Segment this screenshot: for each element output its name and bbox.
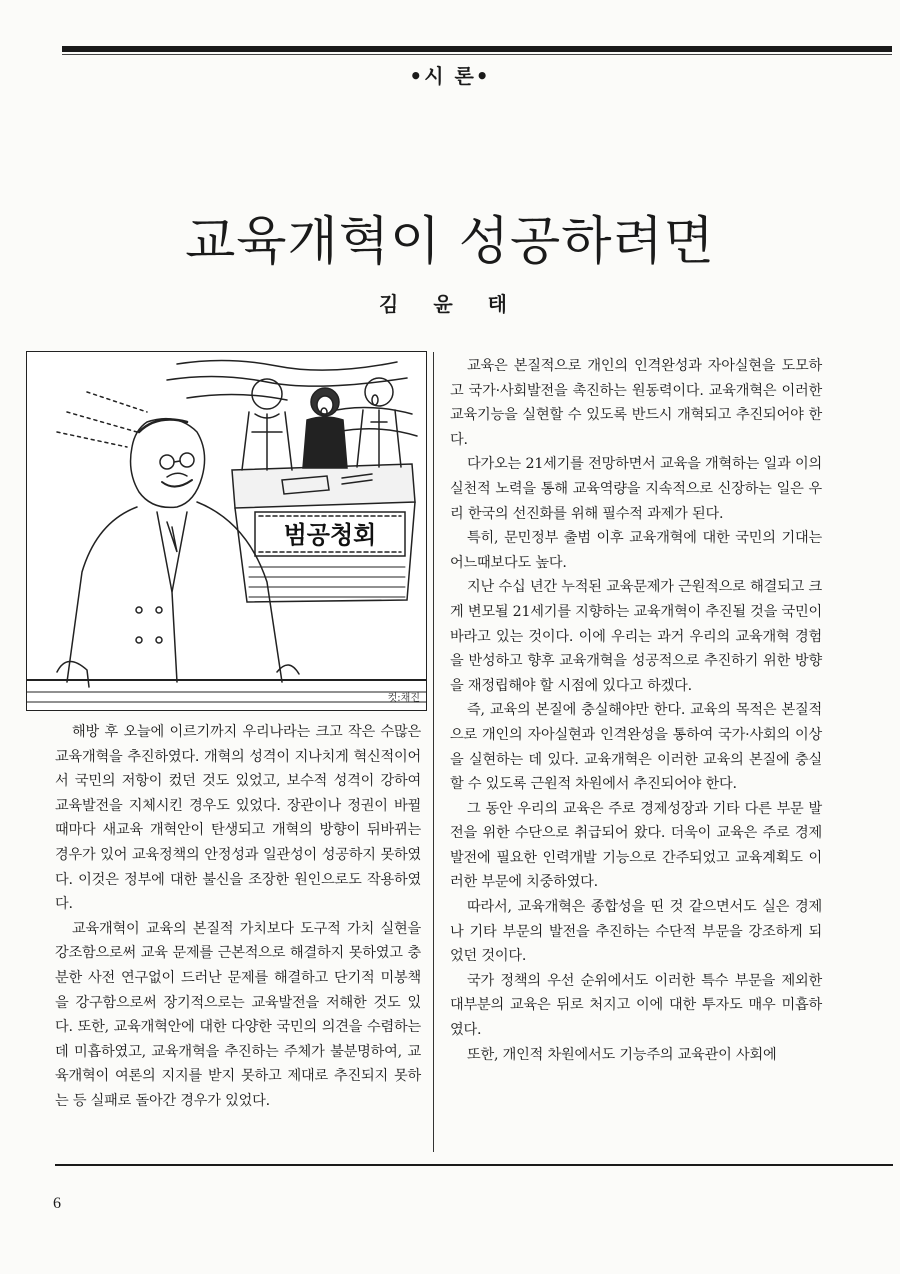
paragraph: 국가 정책의 우선 순위에서도 이러한 특수 부문을 제외한 대부분의 교육은 뒤로 처지고 이에 대한 투자도 매우 미흡하였다.: [450, 972, 822, 1039]
paragraph: 또한, 개인적 차원에서도 기능주의 교육관이 사회에: [467, 1046, 777, 1063]
page-number: 6: [53, 1195, 61, 1212]
paragraph: 해방 후 오늘에 이르기까지 우리나라는 크고 작은 수많은 교육개혁을 추진하였다. 개혁의 성격이 지나치게 혁신적이어서 국민의 저항이 컸던 것도 있었고, 보수적 성격이 강하여 교육발전을 지체시킨 경우도 있었다. 장관이나 정권이 바뀔 때마다 새교육 개혁안이 탄생되고 개혁의 방향이 뒤바뀌는 경우가 있어 교육정책의 안정성과 일관성이 성공하지 못하였다. 이것은 정부에 대한 불신을 조장한 원인으로도 작용하였다.: [55, 724, 421, 913]
cartoon-sign-text: 범공청회: [283, 521, 377, 549]
left-column: [55, 720, 421, 1114]
paragraph: 교육은 본질적으로 개인의 인격완성과 자아실현을 도모하고 국가·사회발전을 촉진하는 원동력이다. 교육개혁은 이러한 교육기능을 실현할 수 있도록 반드시 개혁되고 추진되어야 한다.: [450, 358, 822, 448]
top-rule: [62, 46, 892, 52]
column-divider: [433, 352, 434, 1152]
paragraph: 지난 수십 년간 누적된 교육문제가 근원적으로 해결되고 크게 변모될 21세기를 지향하는 교육개혁이 추진될 것을 국민이 바라고 있는 것이다. 이에 우리는 과거 우리의 교육개혁 경험을 반성하고 향후 교육개혁을 성공적으로 추진하기 위한 방향을 재정립해야 할 시점에 있다고 하겠다.: [450, 579, 822, 694]
article-author: 김 윤 태: [379, 292, 521, 316]
paragraph: 특히, 문민정부 출범 이후 교육개혁에 대한 국민의 기대는 어느때보다도 높다.: [450, 530, 822, 571]
column-tag: •시 론•: [409, 64, 491, 88]
paragraph: 다가오는 21세기를 전망하면서 교육을 개혁하는 일과 이의 실천적 노력을 통해 교육역량을 지속적으로 신장하는 일은 우리 한국의 선진화를 위해 필수적 과제가 된다.: [450, 456, 822, 522]
right-column: [450, 354, 822, 1067]
paragraph: 즉, 교육의 본질에 충실해야만 한다. 교육의 목적은 본질적으로 개인의 자아실현과 인격완성을 통하여 국가·사회의 이상을 실현하는 데 있다. 교육개혁은 이러한 교육의 본질에 충실할 수 있도록 근원적 차원에서 추진되어야 한다.: [450, 702, 822, 793]
paragraph: 교육개혁이 교육의 본질적 가치보다 도구적 가치 실현을 강조함으로써 교육 문제를 근본적으로 해결하지 못하였고 충분한 사전 연구없이 드러난 문제를 해결하고 단기적 미봉책을 강구함으로써 장기적으로는 교육발전을 저해한 것도 있다. 또한, 교육개혁안에 대한 다양한 국민의 의견을 수렴하는데 미흡하였고, 교육개혁을 추진하는 주체가 불분명하여, 교육개혁이 여론의 지지를 받지 못하고 제대로 추진되지 못하는 등 실패로 돌아간 경우가 있었다.: [55, 920, 421, 1109]
cartoon-credit: 컷:채진: [387, 693, 420, 704]
paragraph: 그 동안 우리의 교육은 주로 경제성장과 기타 다른 부문 발전을 위한 수단으로 취급되어 왔다. 더욱이 교육은 주로 경제 발전에 필요한 인력개발 기능으로 간주되었고 교육계획도 이러한 부문에 치중하였다.: [450, 800, 822, 891]
paragraph: 따라서, 교육개혁은 종합성을 띤 것 같으면서도 실은 경제나 기타 부문의 발전을 추진하는 수단적 부문을 강조하게 되었던 것이다.: [450, 899, 822, 965]
article-title: 교육개혁이 성공하려면: [185, 211, 715, 272]
cartoon-illustration: [27, 352, 426, 710]
top-rule-thin: [62, 54, 892, 55]
bottom-rule: [55, 1164, 893, 1166]
editorial-cartoon: [26, 351, 427, 711]
